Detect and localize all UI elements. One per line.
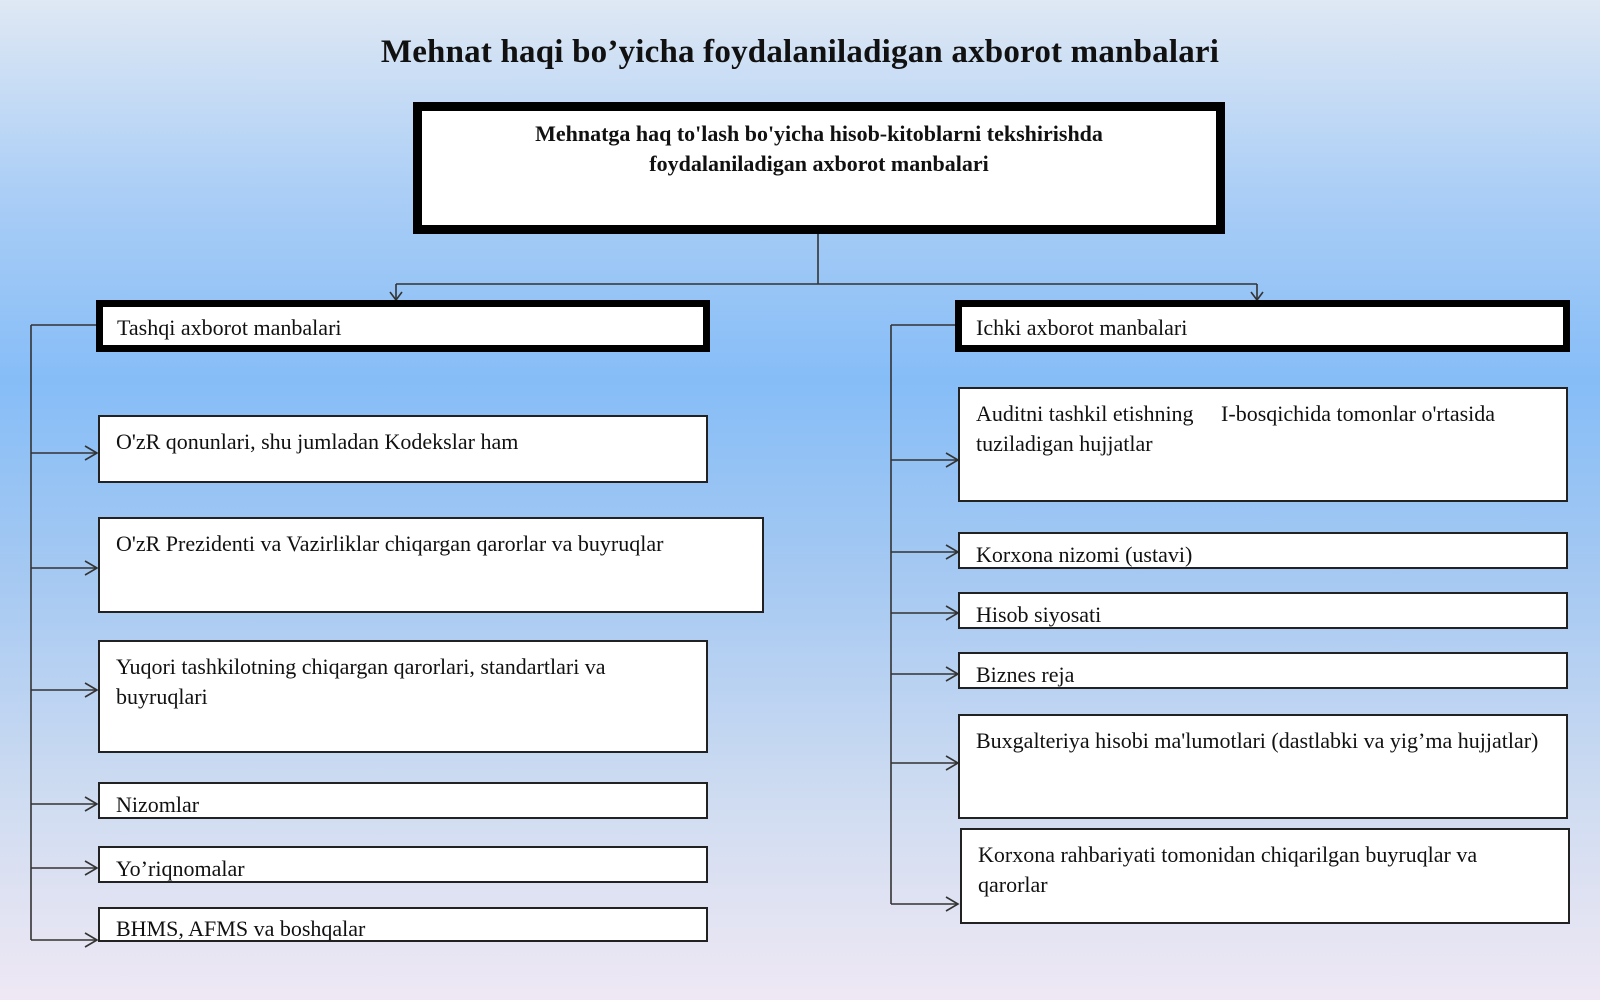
- external-item-laws: O'zR qonunlari, shu jumladan Kodekslar ham: [98, 415, 708, 483]
- external-item-instructions: Yo’riqnomalar: [98, 846, 708, 883]
- external-item-regulations: Nizomlar: [98, 782, 708, 819]
- external-item-higher-org-decisions: Yuqori tashkilotning chiqargan qarorlari, standartlari va buyruqlari: [98, 640, 708, 753]
- external-item-standards: BHMS, AFMS va boshqalar: [98, 907, 708, 942]
- internal-item-business-plan: Biznes reja: [958, 652, 1568, 689]
- external-item-decrees: O'zR Prezidenti va Vazirliklar chiqargan qarorlar va buyruqlar: [98, 517, 764, 613]
- internal-item-accounting-data: Buxgalteriya hisobi ma'lumotlari (dastlabki va yig’ma hujjatlar): [958, 714, 1568, 819]
- internal-item-accounting-policy: Hisob siyosati: [958, 592, 1568, 629]
- root-node-line-1: Mehnatga haq to'lash bo'yicha hisob-kitoblarni tekshirishda: [535, 121, 1103, 146]
- external-sources-header: Tashqi axborot manbalari: [96, 300, 710, 352]
- internal-item-charter: Korxona nizomi (ustavi): [958, 532, 1568, 569]
- internal-item-management-orders: Korxona rahbariyati tomonidan chiqarilgan buyruqlar va qarorlar: [960, 828, 1570, 924]
- internal-item-audit-documents: Auditni tashkil etishning I-bosqichida tomonlar o'rtasida tuziladigan hujjatlar: [958, 387, 1568, 502]
- page-title: Mehnat haqi bo’yicha foydalaniladigan axborot manbalari: [380, 34, 1220, 70]
- root-node: [413, 102, 1225, 234]
- internal-sources-header: Ichki axborot manbalari: [955, 300, 1570, 352]
- root-node-line-2: foydalaniladigan axborot manbalari: [649, 151, 989, 176]
